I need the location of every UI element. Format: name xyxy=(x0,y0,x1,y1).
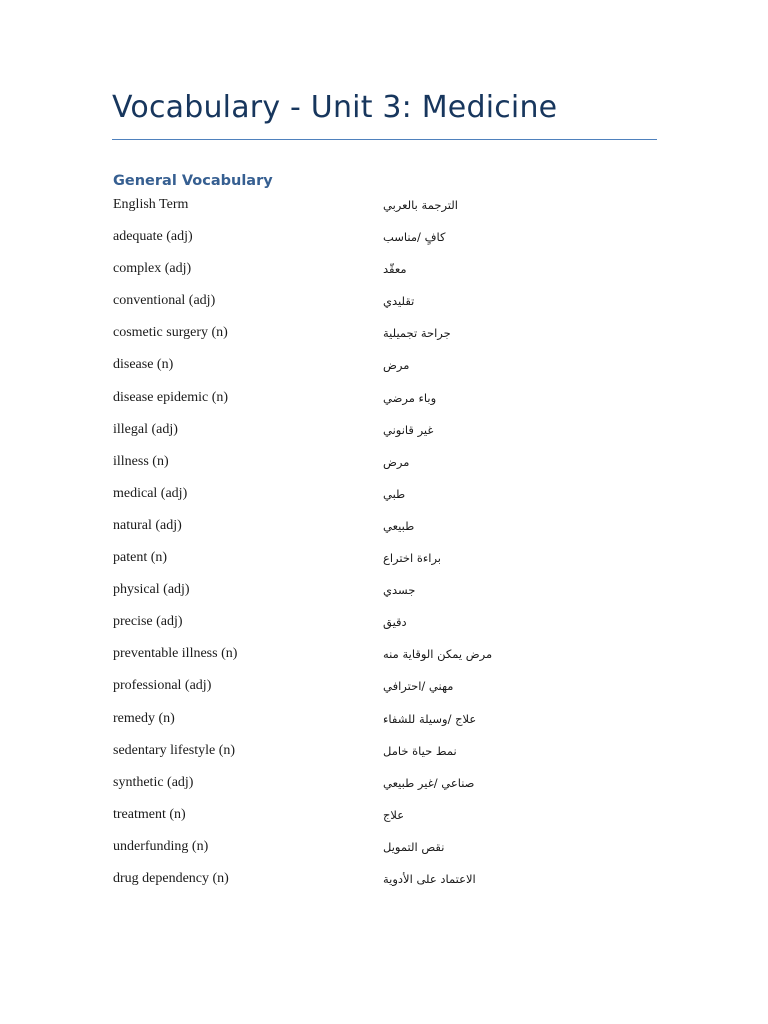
header-term: English Term xyxy=(113,197,189,212)
term: illegal (adj) xyxy=(113,421,178,437)
table-row xyxy=(113,260,563,292)
translation: وباء مرضي xyxy=(383,390,437,405)
vocabulary-table xyxy=(113,196,563,902)
term: precise (adj) xyxy=(113,614,183,630)
table-row xyxy=(113,549,563,581)
term: illness (n) xyxy=(113,453,169,469)
term: professional (adj) xyxy=(113,678,212,694)
table-row xyxy=(113,838,563,870)
term: underfunding (n) xyxy=(113,838,209,854)
table-row xyxy=(113,421,563,453)
table-row xyxy=(113,870,563,902)
table-row xyxy=(113,292,563,324)
term: treatment (n) xyxy=(113,806,186,822)
translation: صناعي /غير طبيعي xyxy=(383,775,475,790)
translation: جراحة تجميلية xyxy=(383,326,451,341)
title-divider xyxy=(112,139,657,140)
term: complex (adj) xyxy=(113,261,192,277)
translation: طبيعي xyxy=(383,518,415,533)
table-row xyxy=(113,613,563,645)
translation: تقليدي xyxy=(383,294,415,309)
term: physical (adj) xyxy=(113,582,190,598)
table-row xyxy=(113,806,563,838)
term: patent (n) xyxy=(113,550,168,566)
translation: دقيق xyxy=(383,615,407,630)
term: drug dependency (n) xyxy=(113,870,229,886)
translation: براءة اختراع xyxy=(383,551,442,566)
term: cosmetic surgery (n) xyxy=(113,325,228,341)
table-header-row xyxy=(113,196,563,228)
table-row xyxy=(113,710,563,742)
term: conventional (adj) xyxy=(113,293,216,309)
section-heading: General Vocabulary xyxy=(113,173,273,189)
table-row xyxy=(113,677,563,709)
translation: معقّد xyxy=(383,262,407,277)
term: natural (adj) xyxy=(113,517,182,533)
term: medical (adj) xyxy=(113,485,188,501)
table-row xyxy=(113,485,563,517)
term: sedentary lifestyle (n) xyxy=(113,742,236,758)
translation: مرض xyxy=(383,454,410,469)
table-row xyxy=(113,453,563,485)
header-translation: الترجمة بالعربي xyxy=(383,198,458,212)
term: remedy (n) xyxy=(113,710,175,726)
term: disease (n) xyxy=(113,357,174,373)
translation: نقص التمويل xyxy=(383,839,445,854)
table-row xyxy=(113,645,563,677)
term: disease epidemic (n) xyxy=(113,389,229,405)
page-title: Vocabulary - Unit 3: Medicine xyxy=(112,90,558,125)
translation: علاج xyxy=(383,807,405,822)
table-row xyxy=(113,581,563,613)
translation: الاعتماد على الأدوية xyxy=(383,871,476,886)
term: preventable illness (n) xyxy=(113,646,238,662)
translation: كافٍ /مناسب xyxy=(383,230,446,245)
translation: مهني /احترافي xyxy=(383,679,454,694)
term: adequate (adj) xyxy=(113,229,193,245)
table-row xyxy=(113,389,563,421)
translation: نمط حياة خامل xyxy=(383,743,457,758)
translation: غير قانوني xyxy=(383,422,434,437)
table-row xyxy=(113,517,563,549)
translation: علاج /وسيلة للشفاء xyxy=(383,711,477,726)
translation: مرض يمكن الوقاية منه xyxy=(383,647,493,662)
translation: جسدي xyxy=(383,583,416,598)
term: synthetic (adj) xyxy=(113,774,194,790)
table-row xyxy=(113,742,563,774)
translation: مرض xyxy=(383,358,410,373)
table-row xyxy=(113,356,563,388)
translation: طبي xyxy=(383,486,406,501)
table-row xyxy=(113,228,563,260)
table-row xyxy=(113,324,563,356)
table-row xyxy=(113,774,563,806)
